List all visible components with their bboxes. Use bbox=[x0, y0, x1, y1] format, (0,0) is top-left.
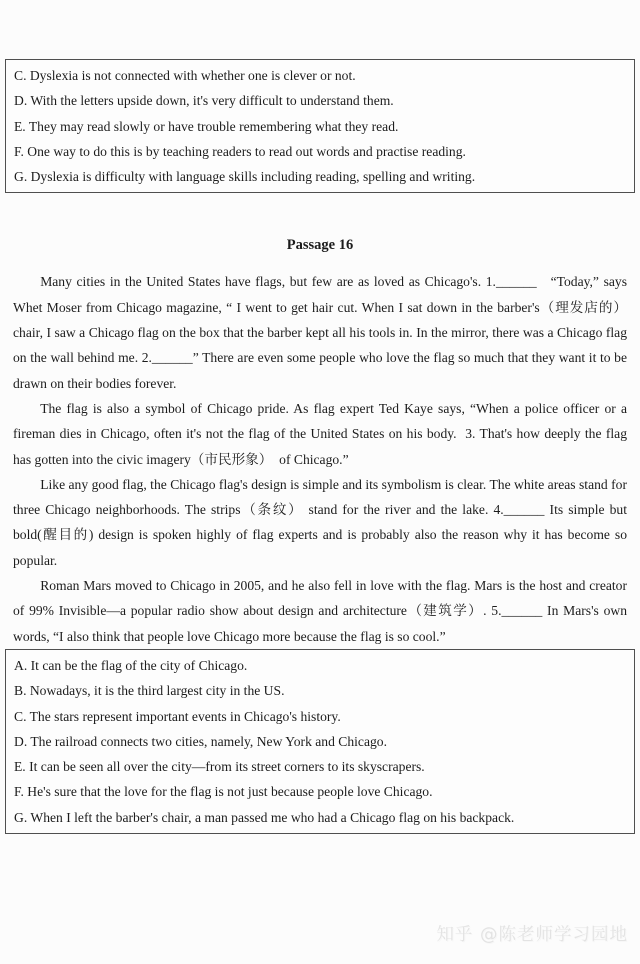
passage-paragraph-2: The flag is also a symbol of Chicago pride. As flag expert Ted Kaye says, “When a police officer or a fireman dies in Chicago, often it's not the flag of the United States on his body. 3. That's how deeply the flag has gotten into the civic imagery（市民形象） of Chicago.” bbox=[13, 400, 627, 467]
top-options-box bbox=[5, 59, 635, 193]
passage-paragraph-4: Roman Mars moved to Chicago in 2005, and he also fell in love with the flag. Mars is the host and creator of 99% Invisible—a popular radio show about design and architecture（建筑学）. 5.______ In Mars's own words, “I also think that people love Chicago more because the flag is so cool.” bbox=[13, 578, 627, 644]
passage-body bbox=[13, 269, 627, 648]
answer-option-g: G. When I left the barber's chair, a man passed me who had a Chicago flag on his backpack. bbox=[14, 809, 515, 825]
option-item-f: F. One way to do this is by teaching readers to read out words and practise reading. bbox=[14, 143, 466, 159]
passage-title: Passage 16 bbox=[286, 237, 354, 254]
option-item-d: D. With the letters upside down, it's very difficult to understand them. bbox=[14, 93, 394, 109]
answer-option-d: D. The railroad connects two cities, namely, New York and Chicago. bbox=[14, 733, 387, 749]
bottom-options-box bbox=[5, 649, 635, 834]
answer-option-c: C. The stars represent important events in Chicago's history. bbox=[14, 708, 341, 724]
answer-option-f: F. He's sure that the love for the flag is not just because people love Chicago. bbox=[14, 784, 433, 800]
answer-option-b: B. Nowadays, it is the third largest city in the US. bbox=[14, 683, 285, 699]
option-item-g: G. Dyslexia is difficulty with language skills including reading, spelling and writing. bbox=[14, 169, 476, 185]
option-item-c: C. Dyslexia is not connected with whether one is clever or not. bbox=[14, 68, 356, 83]
zhihu-watermark: 知乎 @陈老师学习园地 bbox=[436, 925, 628, 945]
answer-option-e: E. It can be seen all over the city—from its street corners to its skyscrapers. bbox=[14, 759, 425, 775]
answer-option-a: A. It can be the flag of the city of Chicago. bbox=[14, 657, 248, 673]
passage-paragraph-3: Like any good flag, the Chicago flag's design is simple and its symbolism is clear. The white areas stand for three Chicago neighborhoods. The strips（条纹） stand for the river and the lake. 4.______ Its simple but bold(醒目的) design is spoken highly of flag experts and is probably also the reason why it has become so popular. bbox=[13, 476, 627, 568]
option-item-e: E. They may read slowly or have trouble remembering what they read. bbox=[14, 118, 399, 134]
passage-paragraph-1: Many cities in the United States have flags, but few are as loved as Chicago's. 1.______ “Today,” says Whet Moser from Chicago magazine, “ I went to get hair cut. When I sat down in the barber's（理发店的） chair, I saw a Chicago flag on the box that the barber kept all his tools in. In the mirror, there was a Chicago flag on the wall behind me. 2.______” There are even some people who love the flag so much that they want it to be drawn on their bodies forever. bbox=[13, 274, 627, 391]
